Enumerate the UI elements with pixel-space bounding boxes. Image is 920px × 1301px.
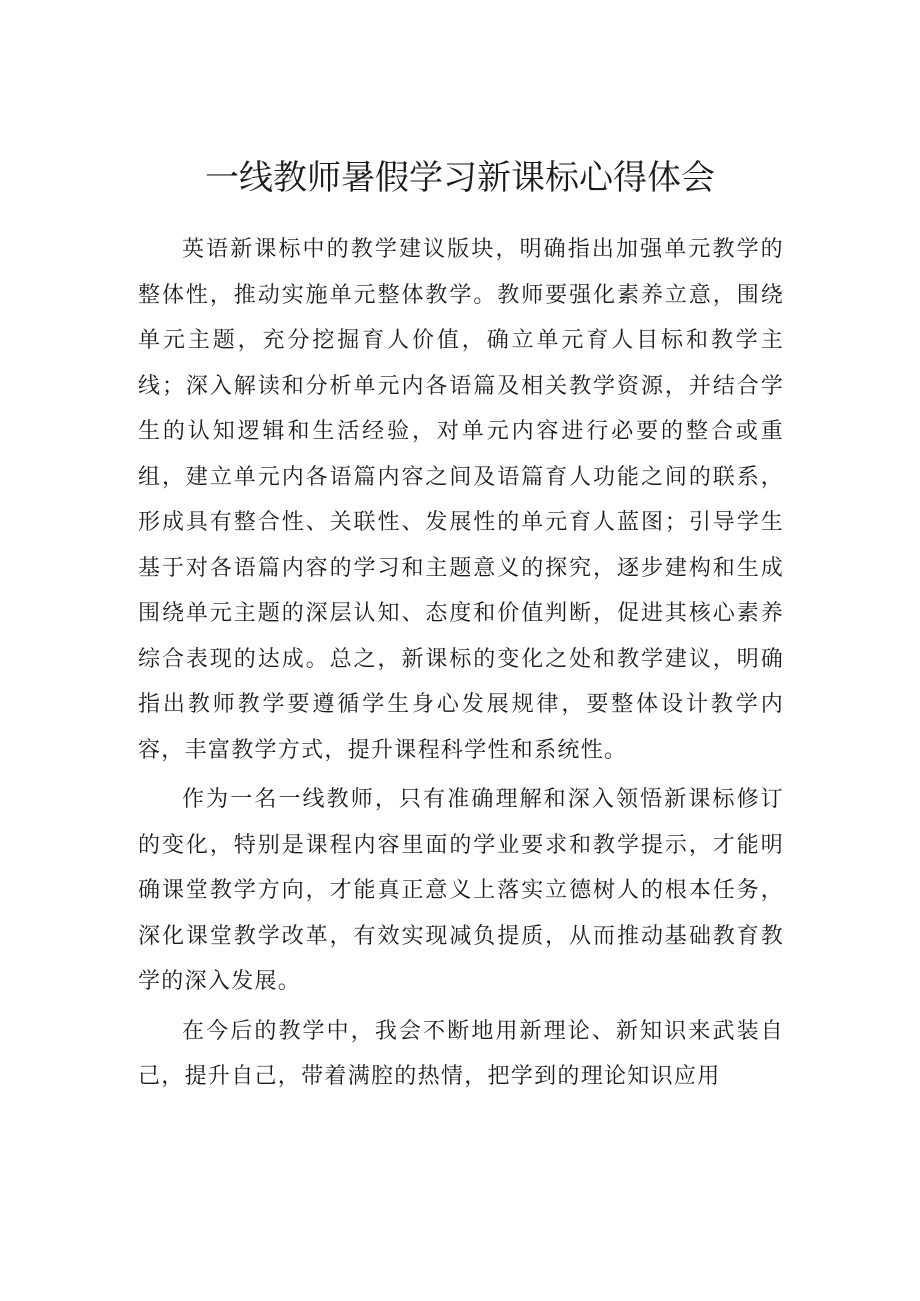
paragraph-2: 作为一名一线教师，只有准确理解和深入领悟新课标修订的变化，特别是课程内容里面的学业要求和教学提示，才能明确课堂教学方向，才能真正意义上落实立德树人的根本任务，深化课堂教学改革，有效实现减负提质，从而推动基础教育教学的深入发展。 <box>138 787 784 994</box>
document-title: 一线教师暑假学习新课标心得体会 <box>205 158 715 198</box>
paragraph-3: 在今后的教学中，我会不断地用新理论、新知识来武装自己，提升自己，带着满腔的热情，把学到的理论知识应用 <box>138 1018 784 1089</box>
paragraph-1: 英语新课标中的教学建议版块，明确指出加强单元教学的整体性，推动实施单元整体教学。教师要强化素养立意，围绕单元主题，充分挖掘育人价值，确立单元育人目标和教学主线；深入解读和分析单元内各语篇及相关教学资源，并结合学生的认知逻辑和生活经验，对单元内容进行必要的整合或重组，建立单元内各语篇内容之间及语篇育人功能之间的联系，形成具有整合性、关联性、发展性的单元育人蓝图；引导学生基于对各语篇内容的学习和主题意义的探究，逐步建构和生成围绕单元主题的深层认知、态度和价值判断，促进其核心素养综合表现的达成。总之，新课标的变化之处和教学建议，明确指出教师教学要遵循学生身心发展规律，要整体设计教学内容，丰富教学方式，提升课程科学性和系统性。 <box>138 237 784 763</box>
document-body <box>138 227 784 1104</box>
